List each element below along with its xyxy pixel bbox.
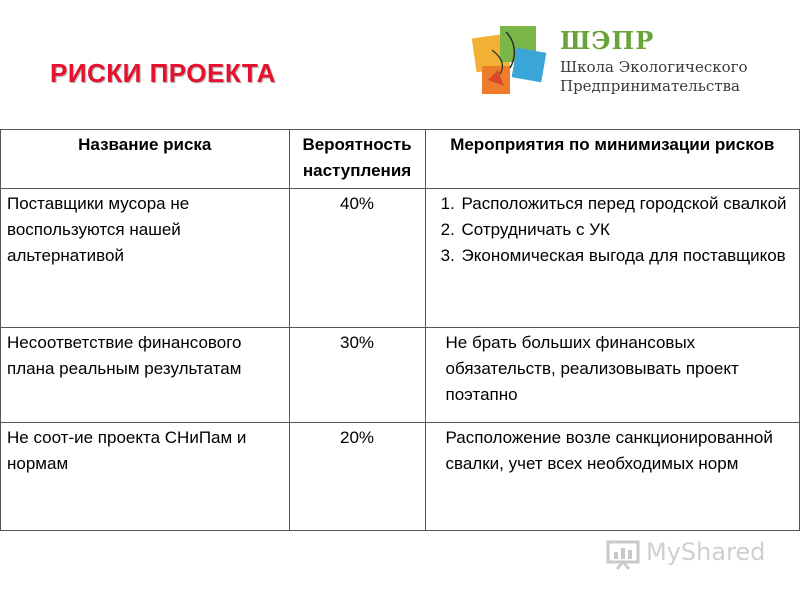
table-row [1, 328, 800, 423]
probability-cell: 40% [289, 189, 425, 328]
slide-title: РИСКИ ПРОЕКТА [50, 58, 276, 88]
measure-text: Не брать больших финансовых обязательств, реализовывать проект поэтапно [445, 333, 739, 404]
measures-cell [425, 423, 799, 531]
probability-cell: 30% [289, 328, 425, 423]
header-probability: Вероятность наступления [289, 130, 425, 189]
header-measures: Мероприятия по минимизации рисков [425, 130, 799, 189]
measure-item: 3. Экономическая выгода для поставщиков [460, 243, 793, 269]
measure-item: 1. Расположиться перед городской свалкой [460, 191, 793, 217]
header-risk-name: Название риска [1, 130, 290, 189]
measures-cell [425, 328, 799, 423]
logo-mark-icon [470, 20, 550, 100]
myshared-watermark [606, 536, 766, 572]
risk-name-cell: Несоответствие финансового плана реальным результатам [1, 328, 290, 423]
risks-table [0, 129, 800, 531]
watermark-text: MyShared [646, 538, 766, 566]
table-row [1, 189, 800, 328]
probability-cell: 20% [289, 423, 425, 531]
measure-item: 2. Сотрудничать с УК [460, 217, 793, 243]
measure-text: Расположение возле санкционированной свалки, учет всех необходимых норм [445, 428, 773, 473]
risk-name-cell: Поставщики мусора не воспользуются нашей альтернативой [1, 189, 290, 328]
measures-cell [425, 189, 799, 328]
logo-name-line2: Предпринимательства [560, 77, 740, 95]
table-header-row [1, 130, 800, 189]
presentation-board-icon [606, 540, 640, 570]
logo-abbreviation: ШЭПР [560, 26, 655, 55]
logo-name-line1: Школа Экологического [560, 58, 748, 76]
school-logo [470, 20, 760, 100]
risk-name-cell: Не соот-ие проекта СНиПам и нормам [1, 423, 290, 531]
table-row [1, 423, 800, 531]
measures-list [432, 191, 793, 269]
